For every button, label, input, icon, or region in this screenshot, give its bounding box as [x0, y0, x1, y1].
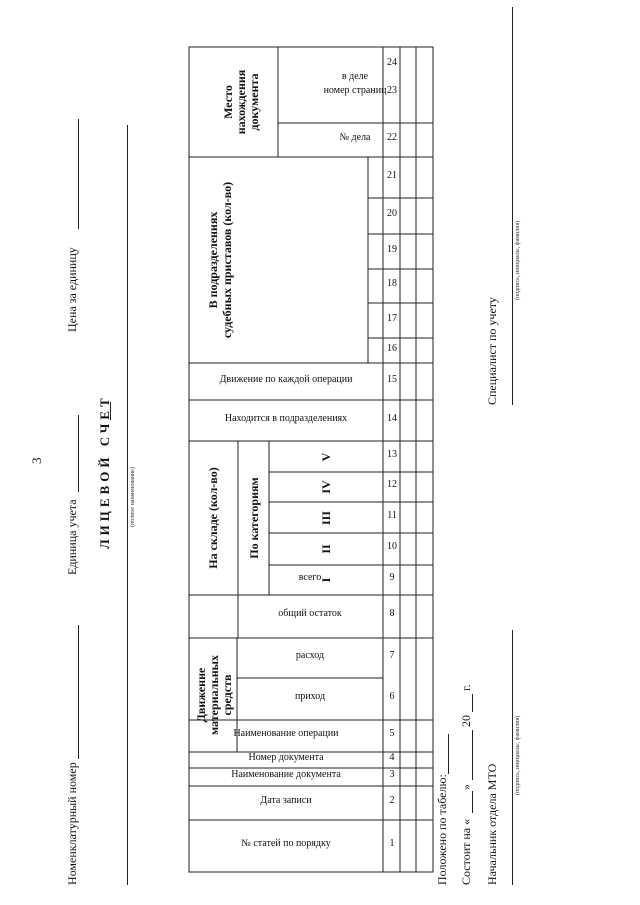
col-number: 13 [387, 449, 397, 460]
col-6-header: приход [294, 691, 326, 702]
category-4: IV [319, 480, 333, 494]
status-month-line [472, 730, 473, 780]
col-number: 15 [387, 374, 397, 385]
col-number: 8 [389, 608, 395, 619]
specialist-signature-line [512, 7, 513, 405]
document-title: ЛИЦЕВОЙ СЧЕТ [97, 394, 112, 549]
col-24-header-line1: номер страниц [323, 85, 387, 96]
col-number: 12 [387, 479, 397, 490]
col-number: 2 [389, 795, 395, 806]
mto-signature-line [512, 630, 513, 885]
col-number: 18 [387, 278, 397, 289]
status-year: 20 [459, 715, 473, 727]
mto-caption: (подпись, инициалы, фамилия) [515, 715, 521, 795]
col-number: 24 [387, 57, 397, 68]
col-number: 20 [387, 208, 397, 219]
col-23-header: № дела [339, 132, 371, 143]
col-number: 7 [389, 650, 395, 661]
unit-label: Единица учета [65, 499, 79, 575]
col-8-header: общий остаток [278, 608, 342, 619]
status-year-line [472, 694, 473, 712]
movement-group-l2: материальных [207, 654, 221, 736]
col-1-header: № статей по порядку [241, 838, 331, 849]
col-number: 16 [387, 343, 397, 354]
col-24-header-line2: в деле [341, 71, 369, 82]
movement-group-l3: средств [220, 674, 234, 716]
col-7-header: расход [295, 650, 325, 661]
nomenclature-label: Номенклатурный номер [65, 762, 79, 885]
col-5-header: Наименование операции [233, 728, 339, 739]
category-3: III [319, 510, 333, 526]
col-number: 4 [389, 752, 395, 763]
col-number: 22 [387, 132, 397, 143]
category-1: I [319, 577, 333, 583]
location-group-l1: Место [221, 85, 235, 119]
bailiffs-group-l2: судебных приставов (кол-во) [220, 181, 234, 339]
col-3-header: Наименование документа [231, 769, 341, 780]
col-number: 19 [387, 244, 397, 255]
mto-head-label: Начальник отдела МТО [485, 763, 499, 885]
col-2-header: Дата записи [260, 795, 312, 806]
col-number: 1 [389, 838, 395, 849]
location-group-l2: нахождения [234, 69, 248, 135]
col-number: 10 [387, 541, 397, 552]
warehouse-group-header: На складе (кол-во) [206, 467, 220, 569]
col-number: 3 [389, 769, 395, 780]
col-number: 23 [387, 85, 397, 96]
status-prefix: Состоит на « [459, 818, 473, 885]
location-group-l3: документа [247, 73, 261, 131]
status-suffix: г. [459, 684, 473, 691]
col-number: 21 [387, 170, 397, 181]
col-number: 11 [387, 510, 397, 521]
bailiffs-group-l1: В подразделениях [206, 211, 220, 309]
status-day-line [472, 791, 473, 813]
categories-group-header: По категориям [247, 477, 261, 559]
col-number: 17 [387, 313, 397, 324]
col-number: 14 [387, 413, 397, 424]
category-2: II [319, 544, 333, 554]
col-16-header: Движение по каждой операции [219, 374, 353, 385]
page-number: 3 [29, 457, 44, 464]
tabel-label: Положено по табелю: [435, 774, 449, 885]
col-9-header: всего [298, 572, 322, 583]
price-label: Цена за единицу [65, 247, 79, 332]
category-5: V [319, 452, 333, 462]
column-numbers-row [387, 57, 397, 849]
col-number: 6 [389, 691, 395, 702]
tabel-line [448, 734, 449, 774]
col-4-header: Номер документа [248, 752, 324, 763]
movement-group-l1: Движение [194, 667, 208, 723]
title-caption: (полное наименование) [130, 467, 136, 527]
col-number: 9 [389, 572, 395, 583]
specialist-label: Специалист по учету [485, 297, 499, 405]
col-15-header: Находится в подразделениях [224, 413, 348, 424]
col-number: 5 [389, 728, 395, 739]
status-mid: » [459, 784, 473, 790]
specialist-caption: (подпись, инициалы, фамилия) [515, 220, 521, 300]
